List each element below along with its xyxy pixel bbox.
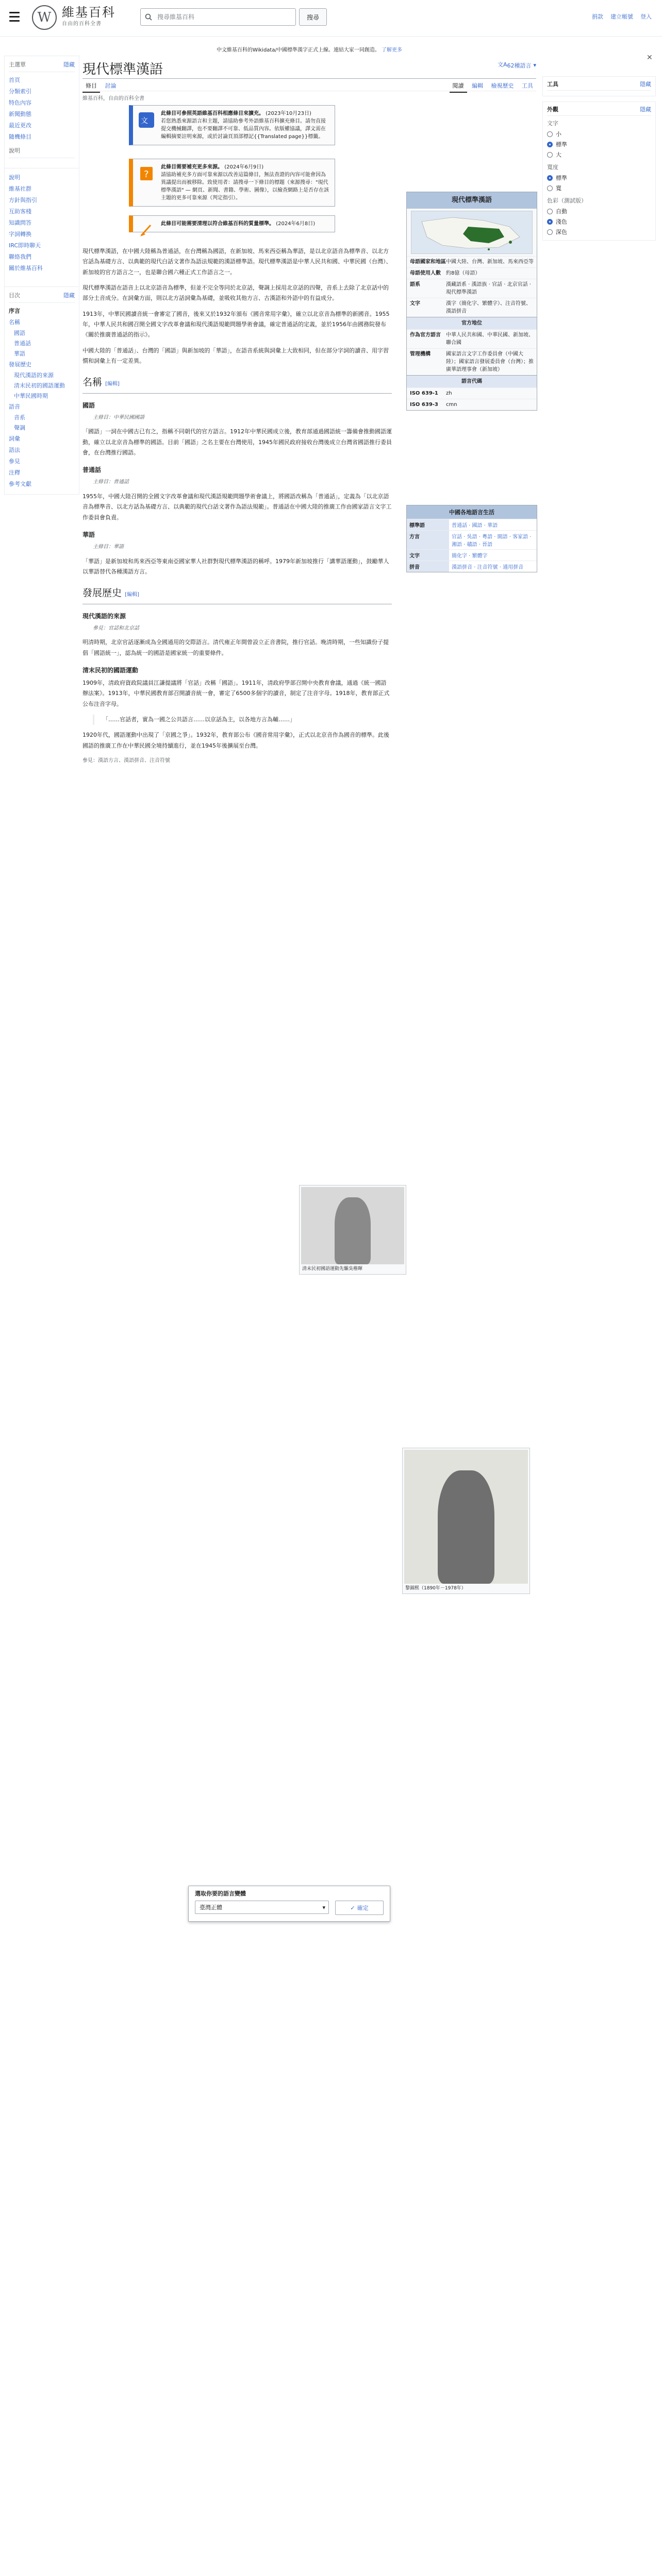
page-title: 現代標準漢語 [82, 62, 163, 77]
subsection-heading-huayu: 華語 [82, 531, 95, 539]
confirm-button[interactable] [335, 1901, 384, 1915]
infobox-value: 約8億（母語） [446, 270, 481, 276]
nav-item-home[interactable]: 首頁 [9, 77, 20, 83]
hide-menu-button[interactable]: 隱藏 [63, 61, 75, 68]
globe-icon: W [32, 5, 57, 30]
navtable-title: 中國各地語言生活 [407, 505, 537, 519]
brand[interactable] [62, 6, 115, 27]
subsection-heading-guoyu: 國語 [82, 401, 95, 409]
subsection-heading-origin: 現代漢語的來源 [82, 612, 126, 620]
portrait-silhouette [438, 1470, 494, 1584]
article-body [82, 246, 392, 771]
intro-paragraph: 現代標準漢語在語音上以北京語音為標準，但並不完全等同於北京話，聲調上採用北京話的四聲，音系上去除了北京話中的部分土音成分。在詞彙方面，則以北方話詞彙為基礎，並吸收其他方言、古漢語和外語中的有益成分。 [82, 284, 389, 302]
hatnote: 主條目：中華民國國語 [93, 414, 144, 420]
subsection-heading-movement: 清末民初的國語運動 [82, 666, 139, 674]
radio-label: 小 [556, 131, 561, 138]
portrait-silhouette [335, 1197, 371, 1264]
radio-dot [547, 152, 553, 158]
toc-item-history[interactable]: 發展歷史 [9, 361, 31, 368]
sources-notice-body: 請協助補充多方面可靠來源以改善這篇條目，無法查證的內容可能會因為異議提出而被移除。致使用者：請搜尋一下條目的標題（來源搜尋："現代標準漢語" — 網頁、新聞、書籍、學術、圖像），以檢查網路上是否存在該主題的更多可靠來源（判定指引）。 [161, 172, 329, 201]
infobox-key: 母語使用人數 [410, 270, 441, 276]
site-notice [82, 45, 536, 53]
menu-bar [9, 12, 20, 13]
figure [402, 1448, 530, 1594]
page-tabs [82, 79, 536, 91]
nav-item-contact[interactable]: 聯絡我們 [9, 253, 31, 260]
sources-notice-headline: 此條目需要補充更多來源。 [161, 164, 223, 170]
site-header [0, 0, 662, 37]
tab-tools[interactable]: 工具 [522, 82, 533, 89]
search-icon [141, 9, 156, 25]
tab-edit[interactable]: 編輯 [472, 82, 483, 89]
intro-paragraph: 中國大陸的「普通話」、台灣的「國語」與新加坡的「華語」，在語音系統與詞彙上大致相同，但在部分字詞的讀音、用字習慣和詞彙上有一定差異。 [82, 347, 389, 365]
cleanup-notice [129, 215, 335, 232]
search-input[interactable] [156, 9, 295, 25]
edit-section-link[interactable]: [編輯] [105, 381, 120, 387]
nav-item-featured[interactable]: 特色內容 [9, 99, 31, 106]
toc-subitem-movement[interactable]: 清末民初的國語運動 [14, 382, 65, 389]
toc-header [9, 290, 75, 303]
navtable-key: 方言 [407, 531, 449, 549]
toc-subitem-tones[interactable]: 聲調 [14, 425, 25, 431]
radio-dot [547, 229, 553, 235]
section-paragraph: 1955年，中國大陸召開的全國文字改革會議和現代漢語規範問題學術會議上，將國語改稱為「普通話」，定義為「以北京語音為標準音、以北方話為基礎方言、以典範的現代白話文著作為語法規範」。普通話在中國大陸的推廣工作由國家語言文字工作委員會負責。 [82, 493, 392, 521]
infobox-value: 國家語言文字工作委員會（中國大陸）；國家語言發展委員會（台灣）；推廣華語理事會（新加坡） [446, 351, 534, 372]
infobox-row [407, 298, 537, 317]
toc-subitem-guoyu[interactable]: 國語 [14, 330, 25, 336]
expand-notice-date: (2023年10月23日) [266, 111, 311, 116]
user-links [592, 12, 652, 21]
infobox-value: zh [446, 390, 452, 396]
edit-section-link[interactable]: [編輯] [125, 592, 139, 598]
chevron-down-icon: ▾ [533, 62, 536, 69]
text-size-large-radio[interactable] [547, 149, 651, 160]
nav-item-policies[interactable]: 方針與指引 [9, 197, 37, 204]
chevron-down-icon: ▾ [322, 1904, 325, 1911]
distribution-map [411, 211, 533, 254]
text-size-label: 文字 [547, 120, 558, 127]
create-account-link[interactable]: 建立帳號 [610, 13, 633, 20]
navtable-row [407, 530, 537, 549]
main-menu-button[interactable] [7, 9, 22, 24]
infobox-row [407, 279, 537, 298]
menu-bar [9, 16, 20, 18]
appearance-header [547, 105, 651, 116]
main-menu-panel [4, 56, 79, 170]
close-icon[interactable]: ✕ [647, 54, 653, 62]
toc-item-notes[interactable]: 注釋 [9, 469, 20, 476]
infobox-key: ISO 639-3 [410, 401, 438, 408]
svg-text:文: 文 [141, 117, 148, 125]
expand-notice-headline: 此條目可參照英語維基百科相應條目來擴充。 [161, 111, 264, 116]
figure-caption: 黎錦熙（1890年－1978年） [405, 1586, 466, 1591]
help-panel [4, 168, 79, 287]
navtable-links[interactable]: 簡化字 · 繁體字 [452, 553, 488, 559]
toc-item-see-also[interactable]: 參見 [9, 458, 20, 465]
infobox-key: 管理機構 [410, 351, 431, 357]
color-dark-radio[interactable] [547, 227, 651, 237]
infobox-value: cmn [446, 401, 457, 408]
translate-icon [498, 61, 505, 70]
width-wide-radio[interactable] [547, 183, 651, 193]
main-menu-header [9, 59, 75, 72]
search-box [140, 8, 296, 26]
infobox-key: 文字 [410, 300, 420, 307]
nav-item-help[interactable]: 說明 [9, 174, 20, 181]
radio-label: 深色 [556, 229, 567, 235]
radio-dot [547, 185, 553, 191]
hide-tools-button[interactable]: 隱藏 [640, 81, 651, 88]
see-also-note: 參見：漢語方言、漢語拼音、注音符號 [82, 758, 170, 764]
language-count: 62種語言 [507, 62, 532, 69]
sources-notice-date: (2024年6月9日) [224, 164, 264, 170]
site-notice-link[interactable]: 了解更多 [382, 47, 403, 53]
tools-header [547, 80, 651, 91]
nav-item-qa[interactable]: 知識問答 [9, 219, 31, 226]
navtable-row [407, 561, 537, 572]
infobox-row [407, 348, 537, 375]
language-button[interactable] [498, 61, 536, 70]
text-size-small-radio[interactable] [547, 129, 651, 139]
tools-panel [542, 76, 656, 96]
nav-item-village-pump[interactable]: 互助客棧 [9, 208, 31, 215]
hatnote: 主條目：華語 [93, 544, 124, 550]
toc-subitem-putonghua[interactable]: 普通話 [14, 340, 31, 347]
tools-title: 工具 [547, 81, 558, 88]
nav-item-categories[interactable]: 分類索引 [9, 88, 31, 95]
intro-paragraph: 現代標準漢語，在中國大陸稱為普通話，在台灣稱為國語，在新加坡、馬來西亞稱為華語，是以北京語音為標準音、以北方官話為基礎方言、以典範的現代白話文著作為語法規範的漢語標準語。現代標準漢語是中華人民共和國、中華民國（台灣）、新加坡的官方語言之一，也是聯合國六種正式工作語言之一。 [82, 248, 392, 276]
toc-item-names[interactable]: 名稱 [9, 319, 20, 326]
portrait-image [404, 1450, 528, 1584]
hatnote: 主條目：普通話 [93, 479, 129, 485]
navtable-row [407, 549, 537, 561]
confirm-label: 確定 [357, 1905, 369, 1911]
main-menu-title: 主選單 [9, 61, 26, 68]
text-size-standard-radio[interactable] [547, 139, 651, 149]
navtable-links[interactable]: 官話 · 吳語 · 粵語 · 閩語 · 客家語 · 湘語 · 贛語 · 晉語 [452, 534, 532, 548]
cleanup-notice-date: (2024年6月8日) [276, 221, 316, 227]
edit-label: 編輯 [126, 592, 137, 598]
portrait-image [301, 1187, 404, 1264]
title-row [82, 57, 536, 79]
cleanup-notice-headline: 此條目可能需要清理以符合維基百科的質量標準。 [161, 221, 274, 227]
tab-read[interactable]: 閱讀 [450, 79, 467, 93]
radio-label: 自動 [556, 208, 567, 215]
toc-panel [4, 286, 79, 495]
radio-label: 標準 [556, 141, 567, 148]
donate-link[interactable]: 捐款 [592, 13, 603, 20]
color-label: 色彩（測試版） [547, 197, 587, 204]
toc-title: 目次 [9, 292, 20, 299]
infobox-row [407, 267, 537, 279]
site-notice-text: 中文維基百科的Wikidata/中國標準漢字正式上線。連結大家一同創造。 [216, 47, 380, 53]
toc-item-vocabulary[interactable]: 詞彙 [9, 435, 20, 442]
toc-subitem-origin[interactable]: 現代漢語的來源 [14, 372, 54, 379]
hatnote: 參見：官話和北京話 [93, 625, 139, 631]
infobox-key: 語系 [410, 281, 420, 287]
tab-history[interactable]: 檢視歷史 [491, 82, 514, 89]
nav-item-random[interactable]: 隨機條目 [9, 133, 31, 140]
variant-dialog [188, 1886, 390, 1922]
color-auto-radio[interactable] [547, 206, 651, 216]
infobox [406, 192, 537, 411]
variant-selected-value: 臺灣正體 [200, 1904, 222, 1911]
translate-notice-icon [138, 112, 155, 128]
figure [299, 1185, 406, 1275]
navigation-table [406, 505, 537, 572]
menu-bar [9, 20, 20, 22]
dialog-title: 選取你要的語言變體 [195, 1890, 246, 1897]
width-standard-radio[interactable] [547, 173, 651, 183]
appearance-title: 外觀 [547, 106, 558, 113]
infobox-key: ISO 639-1 [410, 390, 438, 396]
width-label: 寬度 [547, 164, 558, 171]
infobox-value: 漢字（簡化字、繁體字）、注音符號、漢語拼音 [446, 300, 531, 314]
toc-subitem-roc-period[interactable]: 中華民國時期 [14, 393, 48, 399]
section-title: 名稱 [82, 377, 103, 388]
search-button[interactable]: 搜尋 [299, 8, 327, 26]
section-paragraph: 1920年代，國語運動中出現了「京國之爭」。1932年，教育部公布《國音常用字彙》，正式以北京音作為國音的標準。此後國語的推廣工作在中華民國全境持續進行，並在1945年後擴展至台灣。 [82, 732, 389, 749]
nav-item-conversion[interactable]: 字詞轉換 [9, 231, 31, 238]
radio-label: 淺色 [556, 218, 567, 225]
navtable-links[interactable]: 漢語拼音 · 注音符號 · 通用拼音 [452, 565, 524, 570]
infobox-row [407, 387, 537, 399]
color-light-radio[interactable] [547, 216, 651, 227]
check-icon: ✓ [350, 1904, 355, 1911]
navtable-row [407, 519, 537, 530]
navtable-key: 文字 [407, 550, 449, 561]
infobox-key: 作為官方語言 [410, 332, 441, 338]
appearance-panel [542, 101, 656, 241]
radio-dot [547, 175, 553, 181]
radio-dot [547, 142, 553, 147]
section-paragraph: 「華語」是新加坡和馬來西亞等東南亞國家華人社群對現代標準漢語的稱呼。1979年新加坡推行「講華語運動」，鼓勵華人以華語替代各種漢語方言。 [82, 557, 389, 575]
navtable-key: 拼音 [407, 561, 449, 572]
help-header [9, 145, 75, 158]
brand-title: 維基百科 [62, 5, 115, 20]
toc-item-phonology[interactable]: 語音 [9, 403, 20, 410]
infobox-section-codes: 語言代碼 [407, 375, 537, 387]
page-actions [450, 79, 537, 93]
expand-notice [129, 105, 335, 145]
radio-label: 寬 [556, 185, 561, 192]
right-sidebar [542, 76, 656, 246]
site-subtitle: 維基百科，自由的百科全書 [82, 96, 144, 101]
svg-text:文A: 文A [498, 61, 507, 68]
hide-toc-button[interactable]: 隱藏 [63, 292, 75, 299]
infobox-section-official: 官方地位 [407, 317, 537, 329]
nav-item-recent-changes[interactable]: 最近更改 [9, 122, 31, 129]
section-title: 發展歷史 [82, 587, 122, 599]
hide-appearance-button[interactable]: 隱藏 [640, 106, 651, 113]
infobox-key: 母語國家和地區 [410, 259, 446, 265]
radio-label: 大 [556, 151, 561, 158]
wikipedia-logo[interactable] [30, 5, 59, 30]
radio-dot [547, 209, 553, 214]
section-heading-history [82, 584, 392, 604]
tab-talk[interactable]: 討論 [105, 82, 117, 89]
sources-notice [129, 159, 335, 207]
infobox-value: 中國大陸、台灣、新加坡、馬來西亞等 [446, 259, 534, 265]
question-book-icon [138, 165, 155, 182]
blockquote: 「……官話者，實為一國之公共語言……以京話為主，以各地方言為輔……」 [93, 715, 392, 725]
section-paragraph: 「國語」一詞在中國古已有之，指稱不同朝代的官方語言。1912年中華民國成立後，教育部通過國語統一籌備會推動國語運動，確立以北京音為標準的國語。目前「國語」之名主要在台灣使用，1945年國民政府接收台灣後成立台灣省國語推行委員會，在台灣推行國語。 [82, 428, 392, 456]
brand-subtitle: 自由的百科全書 [62, 21, 102, 27]
toc-item-references[interactable]: 參考文獻 [9, 481, 31, 487]
variant-select[interactable] [195, 1901, 329, 1914]
tab-article[interactable]: 條目 [82, 79, 100, 93]
radio-label: 標準 [556, 175, 567, 181]
svg-text:?: ? [144, 169, 149, 180]
section-heading-names [82, 374, 392, 393]
edit-label: 編輯 [107, 381, 118, 387]
nav-item-irc[interactable]: IRC即時聊天 [9, 242, 41, 249]
radio-dot [547, 131, 553, 137]
broom-icon [138, 222, 155, 239]
nav-item-about[interactable]: 關於維基百科 [9, 265, 43, 272]
nav-item-community[interactable]: 維基社群 [9, 185, 31, 192]
infobox-value: 中華人民共和國、中華民國、新加坡、聯合國 [446, 332, 534, 346]
toc-item-intro[interactable]: 序言 [9, 308, 20, 314]
login-link[interactable]: 登入 [640, 13, 652, 20]
toc-item-grammar[interactable]: 語法 [9, 447, 20, 453]
toc-subitem-phonemes[interactable]: 音系 [14, 414, 25, 421]
infobox-row [407, 329, 537, 348]
radio-dot [547, 219, 553, 225]
nav-item-news[interactable]: 新聞動態 [9, 111, 31, 117]
infobox-title: 現代標準漢語 [407, 192, 537, 209]
toc-subitem-huayu[interactable]: 華語 [14, 350, 25, 357]
expand-notice-body: 若您熟悉來源語言和主題，請協助參考外語維基百科擴充條目。請勿直接提交機械翻譯，也不要翻譯不可靠、低品質內容。依版權協議，譯文需在編輯摘要註明來源，或於討論頁頂部標記{{Translated page}}標籤。 [161, 118, 326, 140]
section-paragraph: 1909年，清政府資政院議員江謙提議將「官話」改稱「國語」。1911年，清政府學部召開中央教育會議，通過《統一國語辦法案》。1913年，中華民國教育部召開讀音統一會，審定了6500多個字的讀音，制定了注音字母。1918年，教育部正式公布注音字母。 [82, 680, 390, 707]
navtable-links[interactable]: 普通話 · 國語 · 華語 [452, 523, 498, 529]
intro-paragraph: 1913年，中華民國讀音統一會審定了國音，後來又於1932年頒布《國音常用字彙》，確立以北京音為標準的新國音。1955年，中華人民共和國召開全國文字改革會議和現代漢語規範問題學術會議，確定普通話的定義，並於1956年由國務院發布《關於推廣普通話的指示》。 [82, 310, 390, 338]
help-title: 說明 [9, 147, 20, 154]
figure-caption: 清末民初國語運動先驅吳稚暉 [302, 1266, 363, 1272]
infobox-value: 漢藏語系 · 漢語族 · 官話 · 北京官話 · 現代標準漢語 [446, 281, 531, 295]
subsection-heading-putonghua: 普通話 [82, 466, 102, 474]
infobox-row [407, 399, 537, 410]
infobox-row [407, 256, 537, 267]
section-paragraph: 明清時期，北京官話逐漸成為全國通用的交際語言。清代雍正年間曾設立正音書院，推行官話。晚清時期，一些知識份子提倡「國語統一」，認為統一的國語是國家統一的重要條件。 [82, 639, 389, 656]
navtable-key: 標準語 [407, 519, 449, 530]
